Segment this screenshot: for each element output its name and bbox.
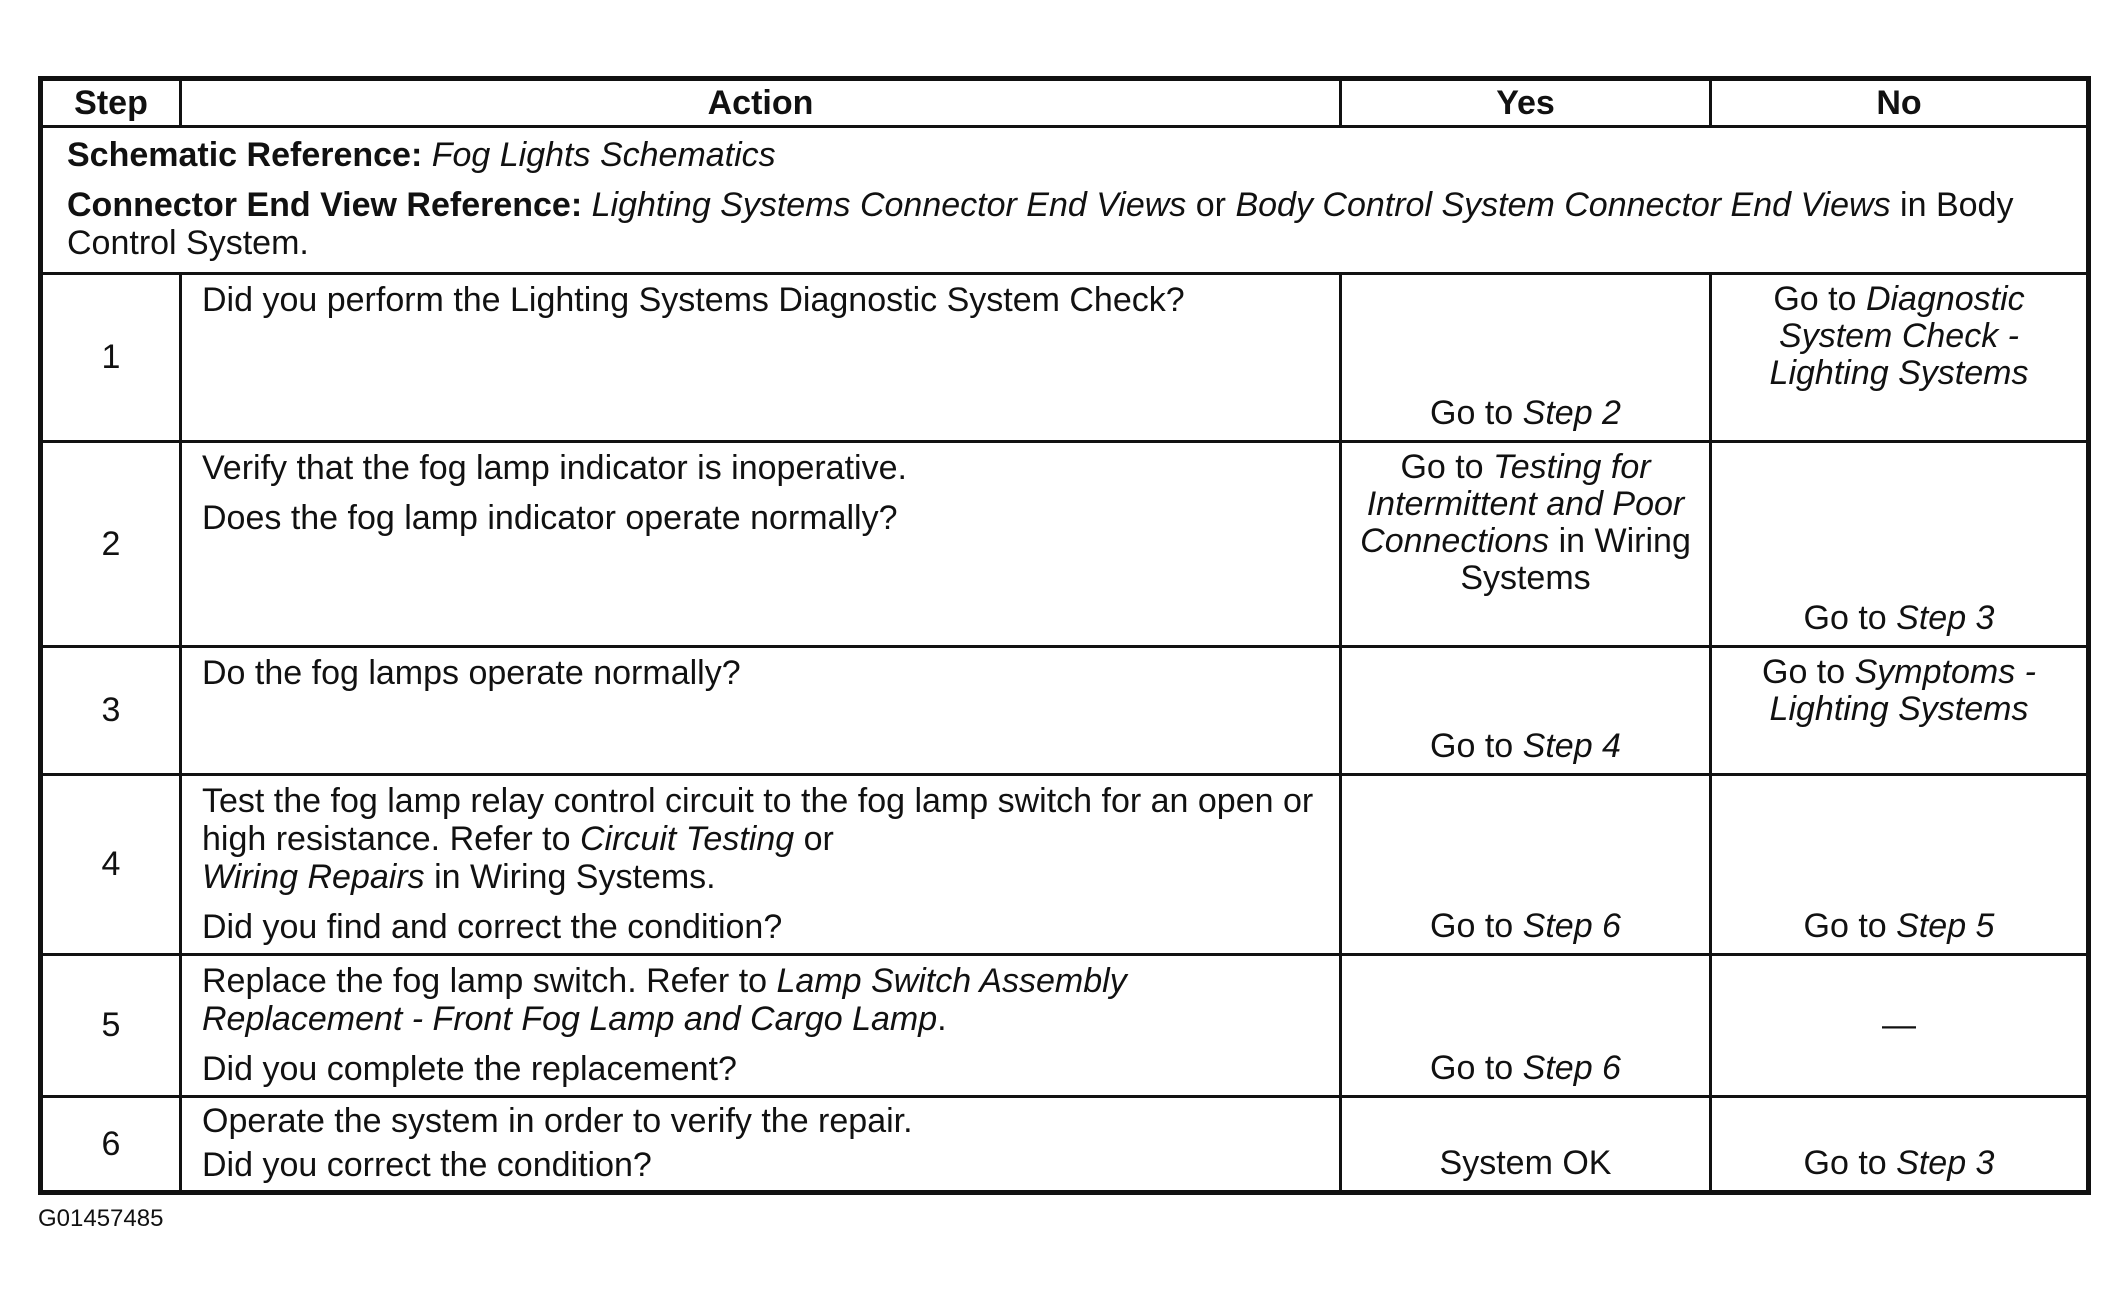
no-cell xyxy=(1711,274,2089,442)
table-row xyxy=(41,775,2089,955)
no-prefix: Go to xyxy=(1803,599,1887,637)
connector-suffix: in Body Control System. xyxy=(67,186,2014,262)
action-instruction xyxy=(202,782,1319,896)
action-question: Did you find and correct the condition? xyxy=(202,908,783,946)
yes-link[interactable]: Step 4 xyxy=(1522,727,1621,765)
no-prefix: Go to xyxy=(1803,907,1887,945)
action-link-2[interactable]: Wiring Repairs xyxy=(202,858,425,896)
action-suffix: in Wiring Systems. xyxy=(434,858,716,896)
action-cell xyxy=(181,955,1341,1097)
yes-cell xyxy=(1341,775,1711,955)
no-link[interactable]: Step 5 xyxy=(1896,907,1995,945)
yes-link[interactable]: Step 6 xyxy=(1522,907,1621,945)
connector-label: Connector End View Reference: xyxy=(67,186,583,224)
table-row xyxy=(41,442,2089,647)
action-cell xyxy=(181,442,1341,647)
action-instruction: Verify that the fog lamp indicator is inoperative. xyxy=(202,449,907,487)
yes-link[interactable]: Step 2 xyxy=(1522,394,1621,432)
connector-link-1[interactable]: Lighting Systems Connector End Views xyxy=(591,186,1187,224)
yes-link[interactable]: Step 6 xyxy=(1522,1049,1621,1087)
schematic-reference xyxy=(67,136,2062,174)
no-prefix: Go to xyxy=(1803,1144,1887,1182)
action-cell xyxy=(181,1097,1341,1193)
no-link[interactable]: Symptoms - Lighting Systems xyxy=(1769,653,2036,728)
no-link[interactable]: Diagnostic System Check - Lighting Systems xyxy=(1769,280,2029,392)
reference-cell xyxy=(41,127,2089,274)
step-number: 3 xyxy=(41,647,181,775)
table-row xyxy=(41,274,2089,442)
action-question: Do the fog lamps operate normally? xyxy=(202,654,741,692)
yes-text: System OK xyxy=(1439,1144,1612,1182)
no-cell xyxy=(1711,442,2089,647)
yes-suffix: in Wiring Systems xyxy=(1460,522,1691,597)
yes-prefix: Go to xyxy=(1430,907,1514,945)
action-link-1[interactable]: Lamp Switch Assembly Replacement - Front Fog Lamp and Cargo Lamp xyxy=(202,962,1127,1038)
action-question: Did you complete the replacement? xyxy=(202,1050,737,1088)
connector-link-2[interactable]: Body Control System Connector End Views xyxy=(1235,186,1891,224)
action-link-1[interactable]: Circuit Testing xyxy=(579,820,795,858)
no-cell xyxy=(1711,1097,2089,1193)
yes-prefix: Go to xyxy=(1430,394,1514,432)
header-row xyxy=(41,79,2089,127)
reference-row xyxy=(41,127,2089,274)
no-link[interactable]: Step 3 xyxy=(1896,1144,1995,1182)
yes-cell xyxy=(1341,647,1711,775)
no-link[interactable]: Step 3 xyxy=(1896,599,1995,637)
step-number: 1 xyxy=(41,274,181,442)
connector-reference xyxy=(67,186,2062,262)
action-instruction: Replace the fog lamp switch. Refer to Lamp Switch Assembly Replacement - Front Fog Lamp and Cargo Lamp. xyxy=(202,962,1127,1038)
action-question: Did you correct the condition? xyxy=(202,1146,652,1184)
yes-cell xyxy=(1341,274,1711,442)
action-cell xyxy=(181,274,1341,442)
table-row xyxy=(41,955,2089,1097)
yes-link[interactable]: Testing for Intermittent and Poor Connections xyxy=(1360,448,1685,560)
action-text: Replace the fog lamp switch. Refer to xyxy=(202,962,768,1000)
yes-cell xyxy=(1341,1097,1711,1193)
header-yes: Yes xyxy=(1341,79,1711,127)
yes-cell xyxy=(1341,955,1711,1097)
diagnostic-table xyxy=(38,76,2091,1195)
table-row xyxy=(41,647,2089,775)
no-cell xyxy=(1711,955,2089,1097)
no-prefix: Go to xyxy=(1773,280,1857,318)
no-cell xyxy=(1711,647,2089,775)
schematic-label: Schematic Reference: xyxy=(67,136,423,174)
yes-prefix: Go to xyxy=(1400,448,1484,486)
table-row xyxy=(41,1097,2089,1193)
no-dash: — xyxy=(1882,1006,1916,1044)
no-prefix: Go to xyxy=(1762,653,1846,691)
action-cell xyxy=(181,775,1341,955)
header-no: No xyxy=(1711,79,2089,127)
connector-or: or xyxy=(1195,186,1226,224)
step-number: 2 xyxy=(41,442,181,647)
action-text: Test the fog lamp relay control circuit to the fog lamp switch for an open or high resistance. Refer to xyxy=(202,782,1314,858)
action-question: Did you perform the Lighting Systems Diagnostic System Check? xyxy=(202,281,1185,319)
no-cell xyxy=(1711,775,2089,955)
action-instruction: Operate the system in order to verify the repair. xyxy=(202,1102,913,1140)
header-step: Step xyxy=(41,79,181,127)
action-question: Does the fog lamp indicator operate normally? xyxy=(202,499,898,537)
action-cell xyxy=(181,647,1341,775)
step-number: 6 xyxy=(41,1097,181,1193)
action-or: or xyxy=(803,820,834,858)
yes-prefix: Go to xyxy=(1430,1049,1514,1087)
header-action: Action xyxy=(181,79,1341,127)
schematic-link[interactable]: Fog Lights Schematics xyxy=(431,136,776,174)
step-number: 5 xyxy=(41,955,181,1097)
step-number: 4 xyxy=(41,775,181,955)
yes-prefix: Go to xyxy=(1430,727,1514,765)
yes-cell xyxy=(1341,442,1711,647)
figure-id: G01457485 xyxy=(38,1205,164,1232)
